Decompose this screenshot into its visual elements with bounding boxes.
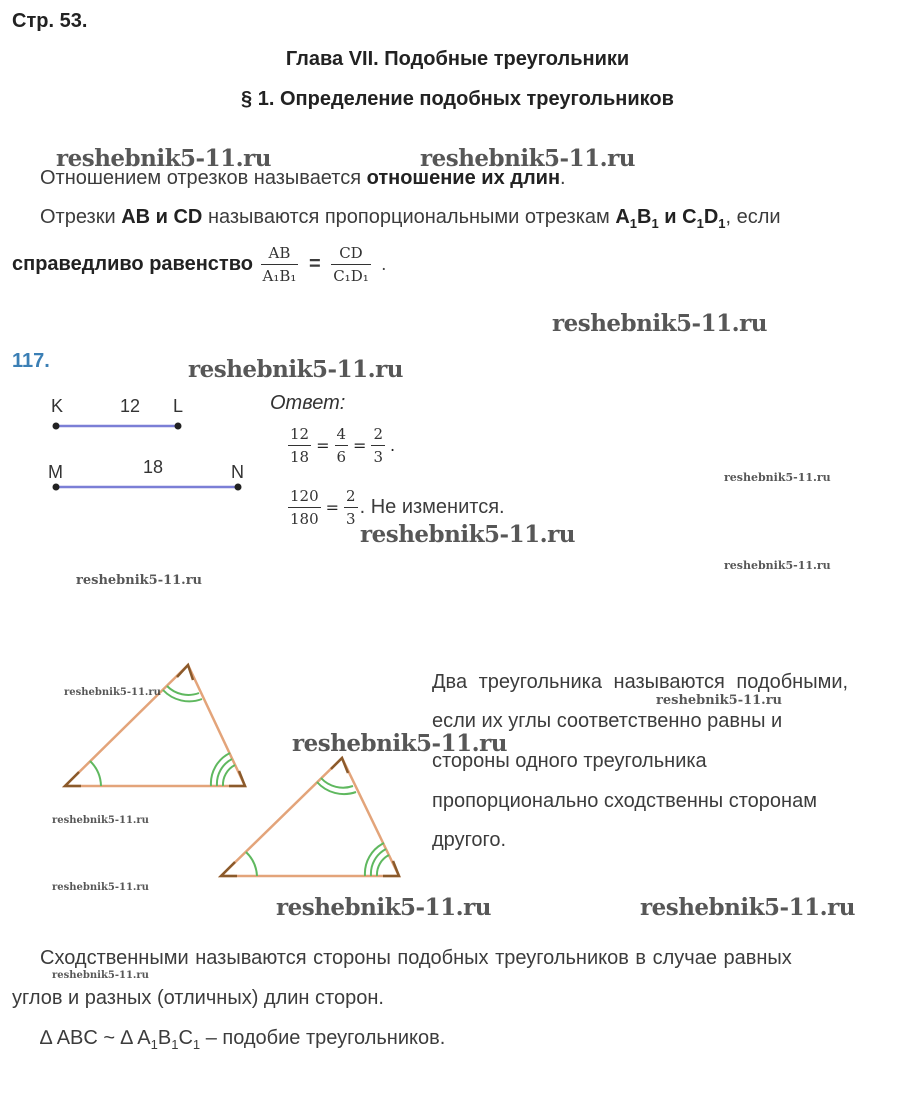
ans1-a-num: 12 [290, 425, 310, 443]
def2-b2-and: и [658, 206, 683, 228]
triangle-1-arc-right-2 [217, 759, 232, 786]
fraction-ab-den: A₁B₁ [261, 264, 299, 285]
point-l [175, 423, 182, 430]
ans2-frac-a [288, 487, 321, 528]
point-n [235, 484, 242, 491]
label-kl-length: 12 [120, 396, 141, 416]
def2-b2-sub4: 1 [718, 216, 726, 231]
notation-sub-1: 1 [150, 1037, 158, 1052]
watermark: reshebnik5-11.ru [420, 145, 635, 172]
similar-def-line-1: Два треугольника называются подобными, [432, 671, 849, 693]
watermark: reshebnik5-11.ru [188, 356, 403, 383]
section-title: § 1. Определение подобных треугольников [241, 88, 674, 110]
def2-b2 [615, 206, 726, 231]
def2-b1: AB и CD [121, 206, 203, 228]
notation-c: C [178, 1027, 193, 1049]
triangle-2-arc-left [246, 852, 257, 876]
similar-def-line-3: стороны одного треугольника [432, 750, 707, 772]
ans1-c-den: 3 [371, 445, 385, 466]
point-k [53, 423, 60, 430]
triangle-2-vertex-left [221, 862, 237, 876]
def2-t1: Отрезки [40, 206, 116, 228]
ans1-c-num: 2 [373, 425, 383, 443]
notation-suffix: – подобие треугольников. [200, 1027, 446, 1049]
def2-b2-sub3: 1 [696, 216, 704, 231]
ans1-a-den: 18 [288, 445, 311, 466]
fraction-cd [331, 244, 371, 285]
segments-figure [40, 390, 260, 500]
ans1-eq2: = [353, 436, 367, 455]
watermark: reshebnik5-11.ru [52, 970, 149, 981]
ans1-b-num: 4 [336, 425, 347, 443]
watermark: reshebnik5-11.ru [64, 687, 161, 698]
similar-def-line-2: если их углы соответственно равны и [432, 710, 783, 732]
ans2-a-num: 120 [290, 487, 319, 505]
def2-b2-a: A [615, 206, 630, 228]
ans2-eq: = [325, 498, 340, 517]
definition-equality [12, 244, 389, 285]
triangle-2-vertex-top [331, 758, 348, 773]
def2-b2-c: C [682, 206, 697, 228]
def1-prefix: Отношением отрезков называется [40, 167, 362, 189]
triangle-1 [65, 665, 245, 786]
ans1-frac-a [288, 425, 311, 466]
watermark: reshebnik5-11.ru [76, 573, 203, 588]
chapter-title: Глава VII. Подобные треугольники [285, 48, 630, 70]
definition-proportional [40, 206, 781, 231]
triangle-1-arc-top-1 [167, 686, 199, 695]
ans2-a-den: 180 [288, 507, 321, 528]
answer-equation-1 [286, 425, 398, 466]
triangle-1-arc-right-1 [223, 765, 235, 786]
notation-sub-2: 1 [171, 1037, 179, 1052]
label-mn-length: 18 [143, 457, 164, 477]
watermark: reshebnik5-11.ru [360, 521, 575, 548]
corresp-def-line-1: Сходственными называются стороны подобных треугольников в случае равных [40, 947, 792, 969]
triangle-2 [221, 758, 399, 876]
label-l: L [173, 396, 184, 416]
def2-t3: , если [725, 206, 781, 228]
triangle-2-arc-right-2 [371, 849, 386, 876]
notation-b: B [157, 1027, 172, 1049]
triangle-2-arc-right-1 [377, 855, 389, 876]
watermark: reshebnik5-11.ru [724, 471, 831, 484]
answer-label: Ответ: [270, 392, 346, 414]
equality-end: . [381, 255, 387, 274]
watermark: reshebnik5-11.ru [292, 730, 507, 757]
fraction-cd-den: C₁D₁ [331, 264, 371, 285]
label-m: M [48, 462, 63, 482]
label-n: N [231, 462, 244, 482]
triangle-1-arc-top-2 [163, 690, 202, 701]
fraction-cd-num: CD [339, 244, 363, 262]
ans2-frac-b [344, 487, 358, 528]
def1-suffix: . [560, 167, 566, 189]
similar-def-line-4: пропорционально сходственны сторонам [432, 790, 817, 812]
triangle-2-arc-top-2 [317, 782, 356, 794]
label-k: K [51, 396, 64, 416]
fraction-ab-num: AB [268, 244, 291, 262]
triangle-1-vertex-left [65, 772, 81, 786]
notation-sub-3: 1 [192, 1037, 201, 1052]
ans2-b-den: 3 [344, 507, 358, 528]
triangle-1-arc-left [90, 761, 101, 786]
watermark: reshebnik5-11.ru [724, 559, 831, 572]
def2-b2-b: B [637, 206, 652, 228]
def2-b2-sub1: 1 [629, 216, 638, 231]
watermark: reshebnik5-11.ru [276, 894, 491, 921]
fraction-ab [261, 244, 299, 285]
watermark: reshebnik5-11.ru [56, 145, 271, 172]
notation-prefix: ∆ ABC ~ ∆ A [40, 1027, 151, 1049]
ans1-eq1: = [316, 436, 330, 455]
watermark: reshebnik5-11.ru [52, 882, 149, 893]
watermark: reshebnik5-11.ru [640, 894, 855, 921]
equals-sign: = [308, 253, 321, 275]
ans2-b-num: 2 [346, 487, 356, 505]
similar-def-line-5: другого. [432, 829, 507, 851]
ans1-end: . [390, 436, 396, 455]
similarity-notation [40, 1027, 445, 1052]
watermark: reshebnik5-11.ru [656, 693, 783, 708]
ans1-frac-c [371, 425, 385, 466]
corresp-def-line-2: углов и разных (отличных) длин сторон. [12, 987, 384, 1009]
triangle-2-arc-top-1 [321, 778, 353, 788]
def2-b2-d: D [703, 206, 719, 228]
ans2-text: . Не изменится. [359, 496, 505, 518]
def2-line2-bold: справедливо равенство [12, 253, 253, 275]
point-m [53, 484, 60, 491]
def2-b2-sub2: 1 [651, 216, 659, 231]
watermark: reshebnik5-11.ru [552, 310, 767, 337]
task-number: 117. [12, 350, 50, 372]
def2-t2: называются пропорциональными отрезкам [207, 206, 610, 228]
page-label: Стр. 53. [12, 10, 88, 32]
ans1-frac-b [335, 425, 349, 466]
watermark: reshebnik5-11.ru [52, 815, 149, 826]
ans1-b-den: 6 [335, 445, 349, 466]
def1-bold: отношение их длин [366, 167, 561, 189]
